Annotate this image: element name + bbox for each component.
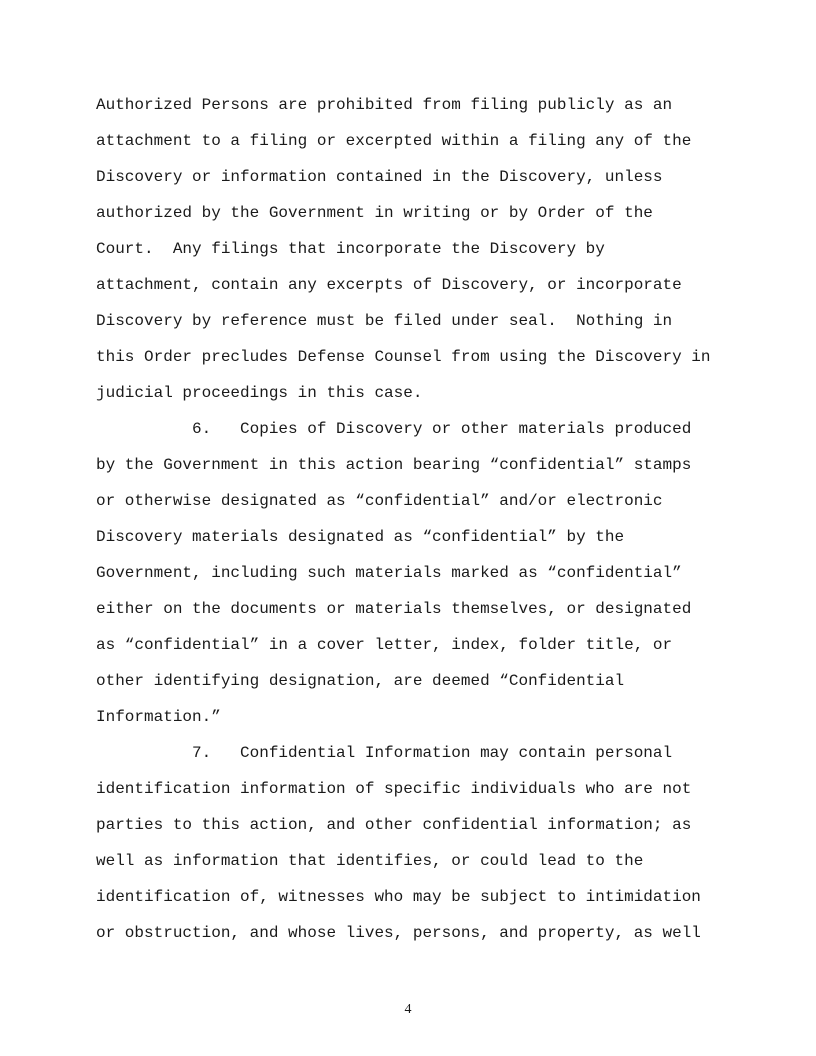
text-line: attachment, contain any excerpts of Discovery, or incorporate (96, 276, 682, 294)
text-line: Court. Any filings that incorporate the Discovery by (96, 240, 605, 258)
text-line: other identifying designation, are deemed “Confidential (96, 672, 625, 690)
text-line: judicial proceedings in this case. (96, 384, 423, 402)
text-line: as “confidential” in a cover letter, index, folder title, or (96, 636, 673, 654)
text-line: or otherwise designated as “confidential” and/or electronic (96, 492, 663, 510)
text-line: Discovery materials designated as “confidential” by the (96, 528, 625, 546)
text-line: 7. Confidential Information may contain personal (96, 744, 673, 762)
text-line: Information.” (96, 708, 221, 726)
text-line: either on the documents or materials themselves, or designated (96, 600, 692, 618)
text-line: identification of, witnesses who may be subject to intimidation (96, 888, 701, 906)
text-line: by the Government in this action bearing “confidential” stamps (96, 456, 692, 474)
text-line: Discovery or information contained in the Discovery, unless (96, 168, 663, 186)
text-line: well as information that identifies, or could lead to the (96, 852, 644, 870)
text-line: this Order precludes Defense Counsel from using the Discovery in (96, 348, 711, 366)
text-line: parties to this action, and other confidential information; as (96, 816, 692, 834)
text-line: or obstruction, and whose lives, persons, and property, as well (96, 924, 701, 942)
text-line: authorized by the Government in writing or by Order of the (96, 204, 653, 222)
text-line: Government, including such materials marked as “confidential” (96, 564, 682, 582)
text-line: Authorized Persons are prohibited from filing publicly as an (96, 96, 673, 114)
text-line: Discovery by reference must be filed under seal. Nothing in (96, 312, 673, 330)
document-body (96, 87, 711, 951)
text-line: 6. Copies of Discovery or other materials produced (96, 420, 692, 438)
page-number: 4 (404, 1002, 412, 1017)
text-line: attachment to a filing or excerpted within a filing any of the (96, 132, 692, 150)
text-line: identification information of specific individuals who are not (96, 780, 692, 798)
